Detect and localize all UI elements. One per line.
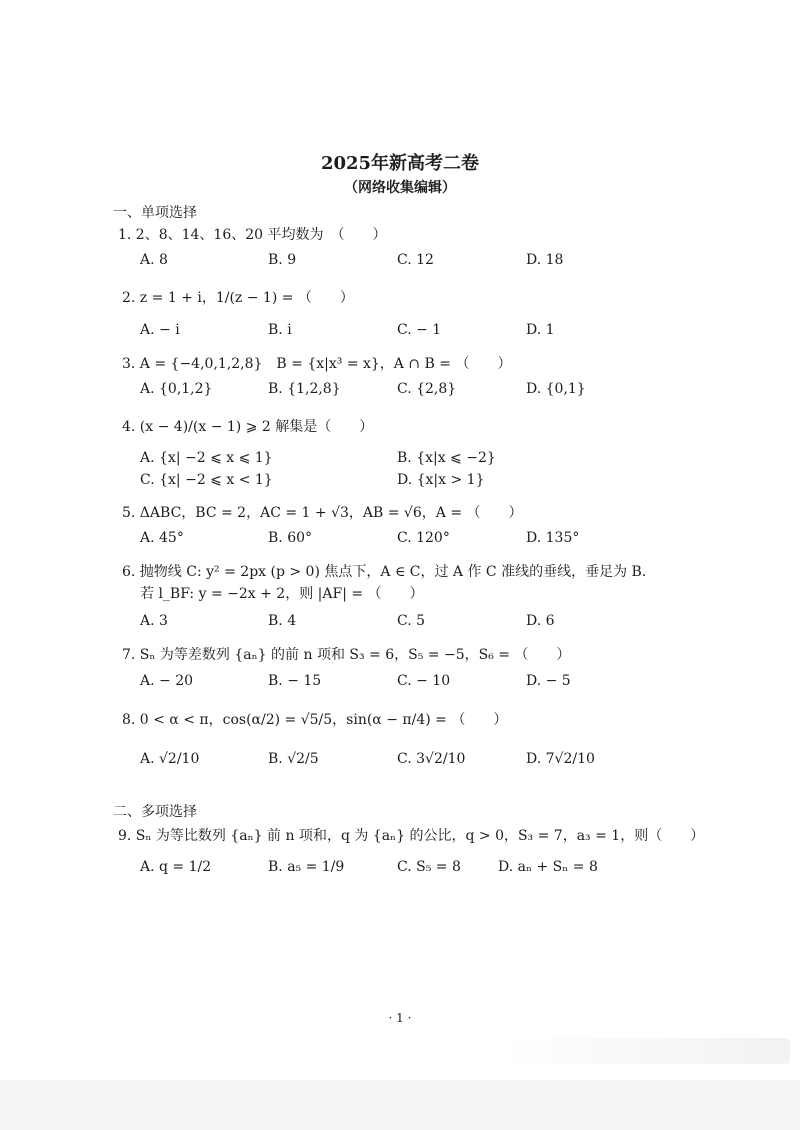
- question-5-option-d: D. 135°: [526, 530, 580, 546]
- question-4-option-a: A. {x| −2 ⩽ x ⩽ 1}: [140, 450, 273, 466]
- question-7-option-d: D. − 5: [526, 673, 571, 689]
- question-1-option-b: B. 9: [268, 252, 297, 268]
- question-9-option-b: B. a₅ = 1/9: [268, 859, 345, 875]
- question-5-stem: 5. ΔABC，BC = 2，AC = 1 + √3，AB = √6，A = （ ）: [122, 505, 523, 521]
- question-5-option-b: B. 60°: [268, 530, 313, 546]
- question-3-stem: 3. A = {−4,0,1,2,8} B = {x|x³ = x}，A ∩ B = （ ）: [122, 356, 512, 372]
- question-5-option-c: C. 120°: [397, 530, 450, 546]
- question-8-stem: 8. 0 < α < π，cos(α/2) = √5/5，sin(α − π/4) = （ ）: [122, 712, 508, 728]
- question-9-option-c: C. S₅ = 8: [397, 859, 461, 875]
- question-9-option-a: A. q = 1/2: [140, 859, 212, 875]
- question-1-option-a: A. 8: [140, 252, 168, 268]
- question-7-stem: 7. Sₙ 为等差数列 {aₙ} 的前 n 项和 S₃ = 6，S₅ = −5，S₆ = （ ）: [122, 647, 571, 663]
- document-subtitle: （网络收集编辑）: [344, 180, 456, 196]
- question-2-stem: 2. z = 1 + i，1/(z − 1) = （ ）: [122, 290, 354, 306]
- question-8-option-a: A. √2/10: [140, 751, 200, 767]
- question-6-stem-line-1: 6. 抛物线 C: y² = 2px (p > 0) 焦点下，A ∈ C，过 A 作 C 准线的垂线，垂足为 B．: [122, 564, 656, 580]
- question-4-option-b: B. {x|x ⩽ −2}: [397, 450, 496, 466]
- question-6-stem-line-2: 若 l_BF: y = −2x + 2，则 |AF| = （ ）: [140, 586, 424, 602]
- question-3-option-b: B. {1,2,8}: [268, 381, 341, 397]
- question-7-option-a: A. − 20: [140, 673, 194, 689]
- question-4-stem: 4. (x − 4)/(x − 1) ⩾ 2 解集是（ ）: [122, 419, 374, 435]
- question-7-option-c: C. − 10: [397, 673, 451, 689]
- section-heading-multiple-choice: 二、多项选择: [113, 804, 197, 820]
- question-9-stem: 9. Sₙ 为等比数列 {aₙ} 前 n 项和，q 为 {aₙ} 的公比，q > 0，S₃ = 7，a₃ = 1，则（ ）: [118, 828, 705, 844]
- question-7-option-b: B. − 15: [268, 673, 322, 689]
- question-8-option-b: B. √2/5: [268, 751, 319, 767]
- question-8-option-d: D. 7√2/10: [526, 751, 595, 767]
- section-heading-single-choice: 一、单项选择: [113, 205, 197, 221]
- page-number: · 1 ·: [388, 1011, 412, 1025]
- question-5-option-a: A. 45°: [140, 530, 184, 546]
- question-6-option-c: C. 5: [397, 613, 426, 629]
- question-4-option-c: C. {x| −2 ⩽ x < 1}: [140, 472, 273, 488]
- question-2-option-d: D. 1: [526, 322, 555, 338]
- question-6-option-b: B. 4: [268, 613, 297, 629]
- question-6-option-d: D. 6: [526, 613, 555, 629]
- question-1-option-c: C. 12: [397, 252, 434, 268]
- question-8-option-c: C. 3√2/10: [397, 751, 466, 767]
- document-title: 2025年新高考二卷: [320, 153, 480, 174]
- question-3-option-c: C. {2,8}: [397, 381, 457, 397]
- question-2-option-a: A. − i: [140, 322, 180, 338]
- question-3-option-a: A. {0,1,2}: [140, 381, 213, 397]
- question-4-option-d: D. {x|x > 1}: [397, 472, 485, 488]
- question-2-option-b: B. i: [268, 322, 292, 338]
- question-3-option-d: D. {0,1}: [526, 381, 586, 397]
- watermark-fade: [500, 1038, 790, 1064]
- question-1-stem: 1. 2、8、14、16、20 平均数为 （ ）: [118, 227, 387, 243]
- question-6-option-a: A. 3: [140, 613, 168, 629]
- question-9-option-d: D. aₙ + Sₙ = 8: [498, 859, 598, 875]
- question-2-option-c: C. − 1: [397, 322, 442, 338]
- question-1-option-d: D. 18: [526, 252, 564, 268]
